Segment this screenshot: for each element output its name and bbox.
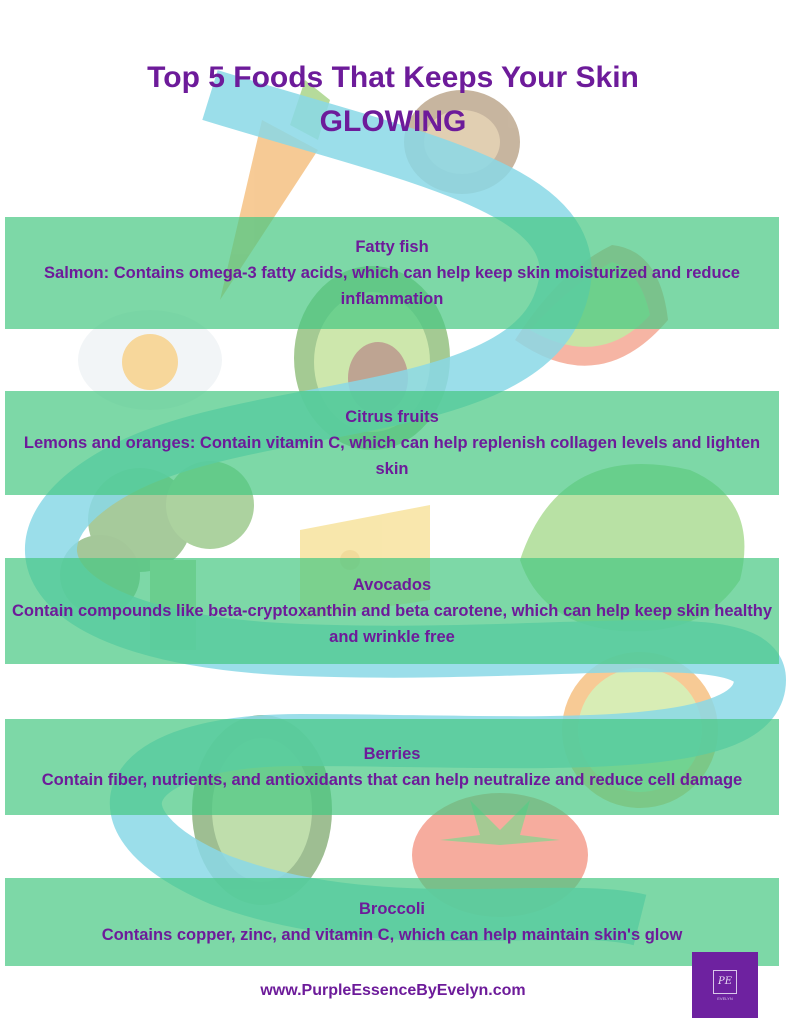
food-card-berries <box>5 719 779 815</box>
logo-monogram: PE <box>713 970 737 994</box>
food-heading: Fatty fish <box>355 238 429 256</box>
food-description: Contain compounds like beta-cryptoxanthin and beta carotene, which can help keep skin healthy and wrinkle free <box>11 602 773 646</box>
page-title <box>0 56 786 144</box>
food-card-avocados <box>5 558 779 664</box>
food-description: Lemons and oranges: Contain vitamin C, which can help replenish collagen levels and lighten skin <box>23 434 761 478</box>
food-card-fatty-fish <box>5 217 779 329</box>
food-heading: Broccoli <box>358 900 426 918</box>
food-card-broccoli <box>5 878 779 966</box>
brand-logo <box>692 952 758 1018</box>
food-description: Salmon: Contains omega-3 fatty acids, which can help keep skin moisturized and reduce inflammation <box>44 264 740 308</box>
food-card-citrus-fruits <box>5 391 779 495</box>
food-heading: Avocados <box>352 576 432 594</box>
food-heading: Citrus fruits <box>345 408 439 426</box>
title-line-1: Top 5 Foods That Keeps Your Skin <box>147 61 639 94</box>
logo-caption: EVELYN <box>717 995 733 1001</box>
food-heading: Berries <box>363 745 421 763</box>
food-description: Contain fiber, nutrients, and antioxidants that can help neutralize and reduce cell damage <box>41 771 743 789</box>
website-link[interactable]: www.PurpleEssenceByEvelyn.com <box>260 982 526 999</box>
title-line-2: GLOWING <box>319 105 467 138</box>
food-description: Contains copper, zinc, and vitamin C, which can help maintain skin's glow <box>101 926 683 944</box>
